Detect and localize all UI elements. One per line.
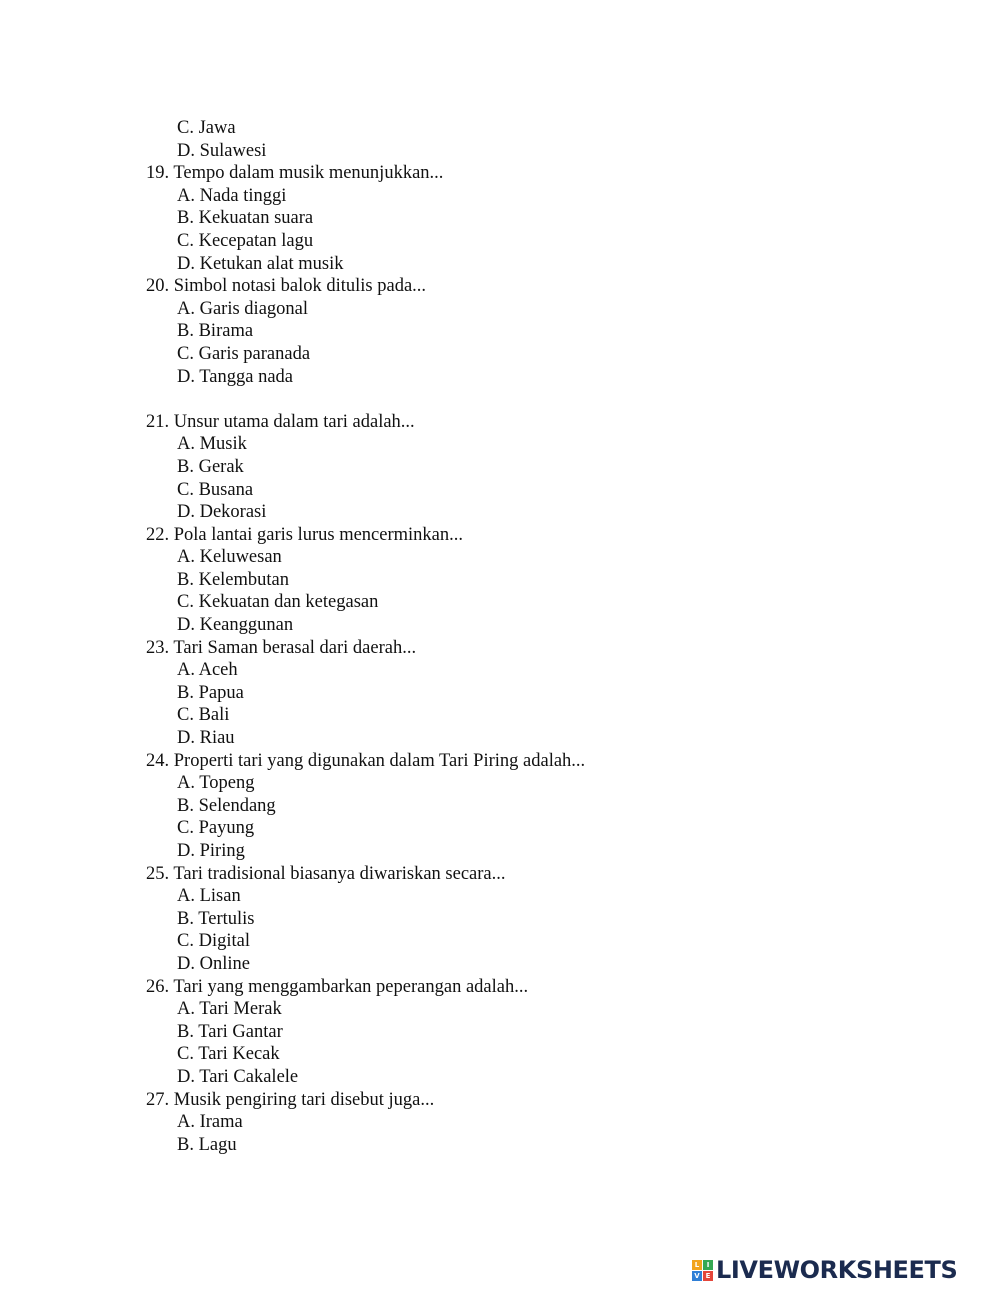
question-text: 26. Tari yang menggambarkan peperangan adalah... xyxy=(146,976,529,997)
answer-option: A. Topeng xyxy=(177,773,255,794)
blank-line xyxy=(0,388,1000,411)
answer-option: B. Birama xyxy=(177,321,254,342)
question-text: 22. Pola lantai garis lurus mencerminkan... xyxy=(146,524,463,545)
answer-option: D. Dekorasi xyxy=(177,502,267,523)
answer-option: A. Aceh xyxy=(177,660,238,681)
question-text: 23. Tari Saman berasal dari daerah... xyxy=(146,637,417,658)
answer-option: D. Ketukan alat musik xyxy=(177,253,344,274)
answer-option: A. Tari Merak xyxy=(177,999,282,1020)
worksheet-content xyxy=(0,117,1000,1156)
answer-option: C. Bali xyxy=(177,705,230,726)
answer-option: D. Piring xyxy=(177,841,245,861)
answer-option: B. Selendang xyxy=(177,795,276,816)
logo-mark-cell: L xyxy=(692,1260,702,1270)
answer-option: B. Papua xyxy=(177,682,244,703)
question-text: 24. Properti tari yang digunakan dalam Tari Piring adalah... xyxy=(146,750,586,771)
answer-option: D. Riau xyxy=(177,728,235,749)
logo-mark-cell: V xyxy=(692,1271,702,1281)
answer-option: A. Nada tinggi xyxy=(177,185,287,206)
logo-mark-cell: E xyxy=(703,1271,713,1281)
liveworksheets-logo-text: LIVEWORKSHEETS xyxy=(716,1256,958,1284)
question-text: 27. Musik pengiring tari disebut juga... xyxy=(146,1089,435,1110)
answer-option: C. Digital xyxy=(177,931,250,952)
answer-option: D. Online xyxy=(177,953,250,974)
answer-option: A. Garis diagonal xyxy=(177,298,309,319)
answer-option: A. Irama xyxy=(177,1112,243,1133)
answer-option: A. Keluwesan xyxy=(177,547,282,568)
answer-option: D. Tangga nada xyxy=(177,366,294,387)
liveworksheets-logo xyxy=(692,1256,957,1284)
answer-option: B. Kelembutan xyxy=(177,569,290,590)
question-text: 19. Tempo dalam musik menunjukkan... xyxy=(146,163,444,184)
answer-option: D. Tari Cakalele xyxy=(177,1066,299,1087)
answer-option: B. Tari Gantar xyxy=(177,1021,283,1042)
answer-option: C. Tari Kecak xyxy=(177,1044,280,1065)
answer-option: C. Garis paranada xyxy=(177,343,311,364)
answer-option: A. Lisan xyxy=(177,886,241,907)
answer-option: C. Jawa xyxy=(177,118,236,138)
question-text: 21. Unsur utama dalam tari adalah... xyxy=(146,411,415,432)
liveworksheets-logo-mark xyxy=(692,1260,713,1281)
answer-option: B. Tertulis xyxy=(177,908,255,929)
answer-option: C. Busana xyxy=(177,479,254,500)
answer-option: B. Kekuatan suara xyxy=(177,208,314,229)
question-text: 25. Tari tradisional biasanya diwariskan secara... xyxy=(146,863,506,884)
answer-option: D. Keanggunan xyxy=(177,615,294,636)
answer-option: C. Payung xyxy=(177,818,255,839)
answer-option: B. Gerak xyxy=(177,456,244,477)
answer-option: C. Kecepatan lagu xyxy=(177,230,314,251)
question-text: 20. Simbol notasi balok ditulis pada... xyxy=(146,276,427,297)
logo-mark-cell: I xyxy=(703,1260,713,1270)
answer-option: A. Musik xyxy=(177,434,247,455)
answer-option: C. Kekuatan dan ketegasan xyxy=(177,592,379,613)
answer-option: B. Lagu xyxy=(177,1134,237,1155)
answer-option: D. Sulawesi xyxy=(177,140,267,161)
